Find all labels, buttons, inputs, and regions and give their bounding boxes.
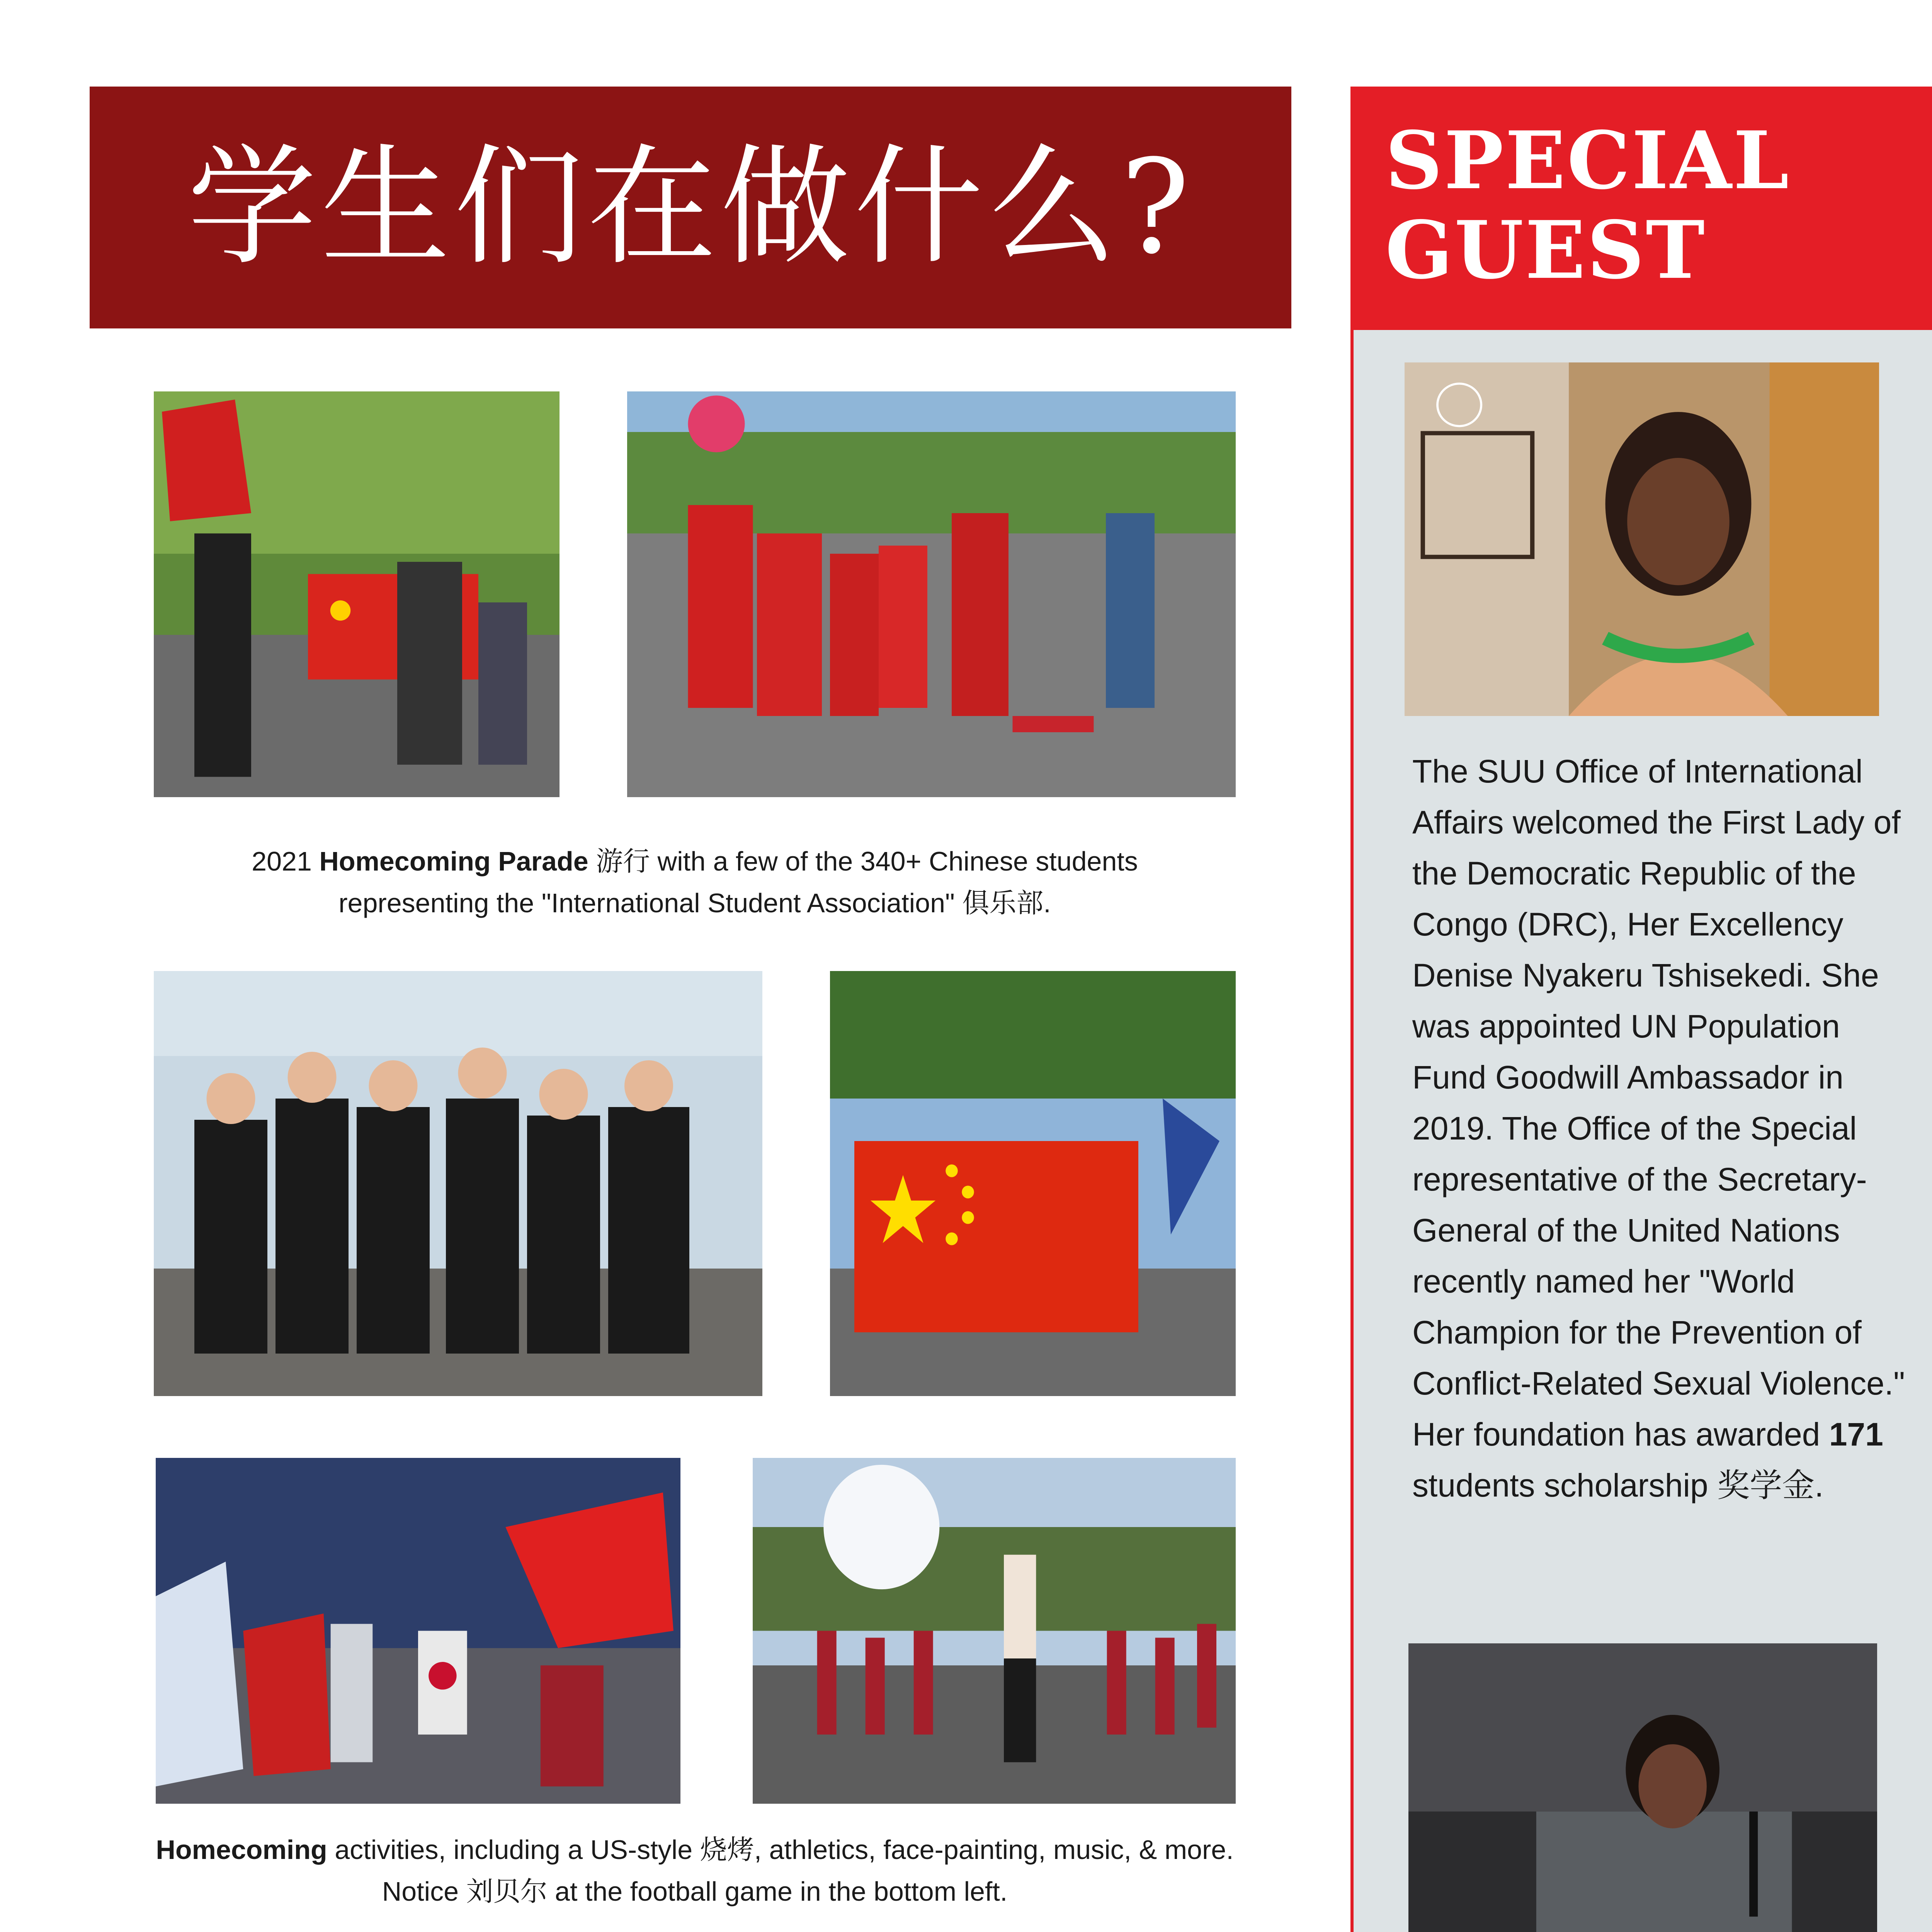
sidebar-bold-number: 171 <box>1829 1416 1883 1452</box>
caption-text: activities, including a US-style 烧烤, athletics, face-painting, music, & more. <box>327 1835 1234 1865</box>
page-title: 学生们在做什么? <box>187 132 1194 283</box>
caption-parade <box>154 840 1236 924</box>
title-banner <box>90 87 1291 328</box>
caption-text: 2021 <box>252 846 320 876</box>
caption-line: representing the "International Student Association" 俱乐部. <box>338 888 1051 918</box>
caption-bold: Homecoming <box>156 1835 327 1865</box>
sidebar-text: students scholarship 奖学金. <box>1412 1467 1824 1503</box>
sidebar-title-line: GUEST <box>1385 204 1706 297</box>
caption-bold: Homecoming Parade <box>319 846 588 876</box>
sidebar-text: The SUU Office of International Affairs welcomed the First Lady of the Democratic Republic of the Congo (DRC), Her Excellency Denise Nyakeru Tshisekedi. She was appointed UN Population Fund Goodwill Ambassador in 2019. The Office of the Special representative of the Secretary-General of the United Nations recently named her "World Champion for the Prevention of Conflict-Related Sexual Violence." Her foundation has awarded <box>1412 753 1905 1452</box>
photo-gymnastics-team <box>154 971 762 1396</box>
photo-flags-parade <box>156 1458 680 1804</box>
photo-parade-flag-group <box>154 391 560 797</box>
caption-activities <box>134 1829 1255 1912</box>
sidebar-title <box>1385 116 1791 295</box>
photo-parade-red-shirts <box>627 391 1236 797</box>
caption-text: 游行 with a few of the 340+ Chinese students <box>588 846 1138 876</box>
sidebar-title-line: SPECIAL <box>1385 114 1791 207</box>
photo-first-lady-portrait <box>1405 362 1879 716</box>
sidebar-paragraph-1 <box>1412 746 1915 1511</box>
caption-line: Notice 刘贝尔 at the football game in the bottom left. <box>382 1876 1008 1906</box>
photo-china-flag-parade <box>830 971 1236 1396</box>
photo-first-lady-speaking <box>1408 1643 1877 1932</box>
photo-cheerleaders <box>753 1458 1236 1804</box>
